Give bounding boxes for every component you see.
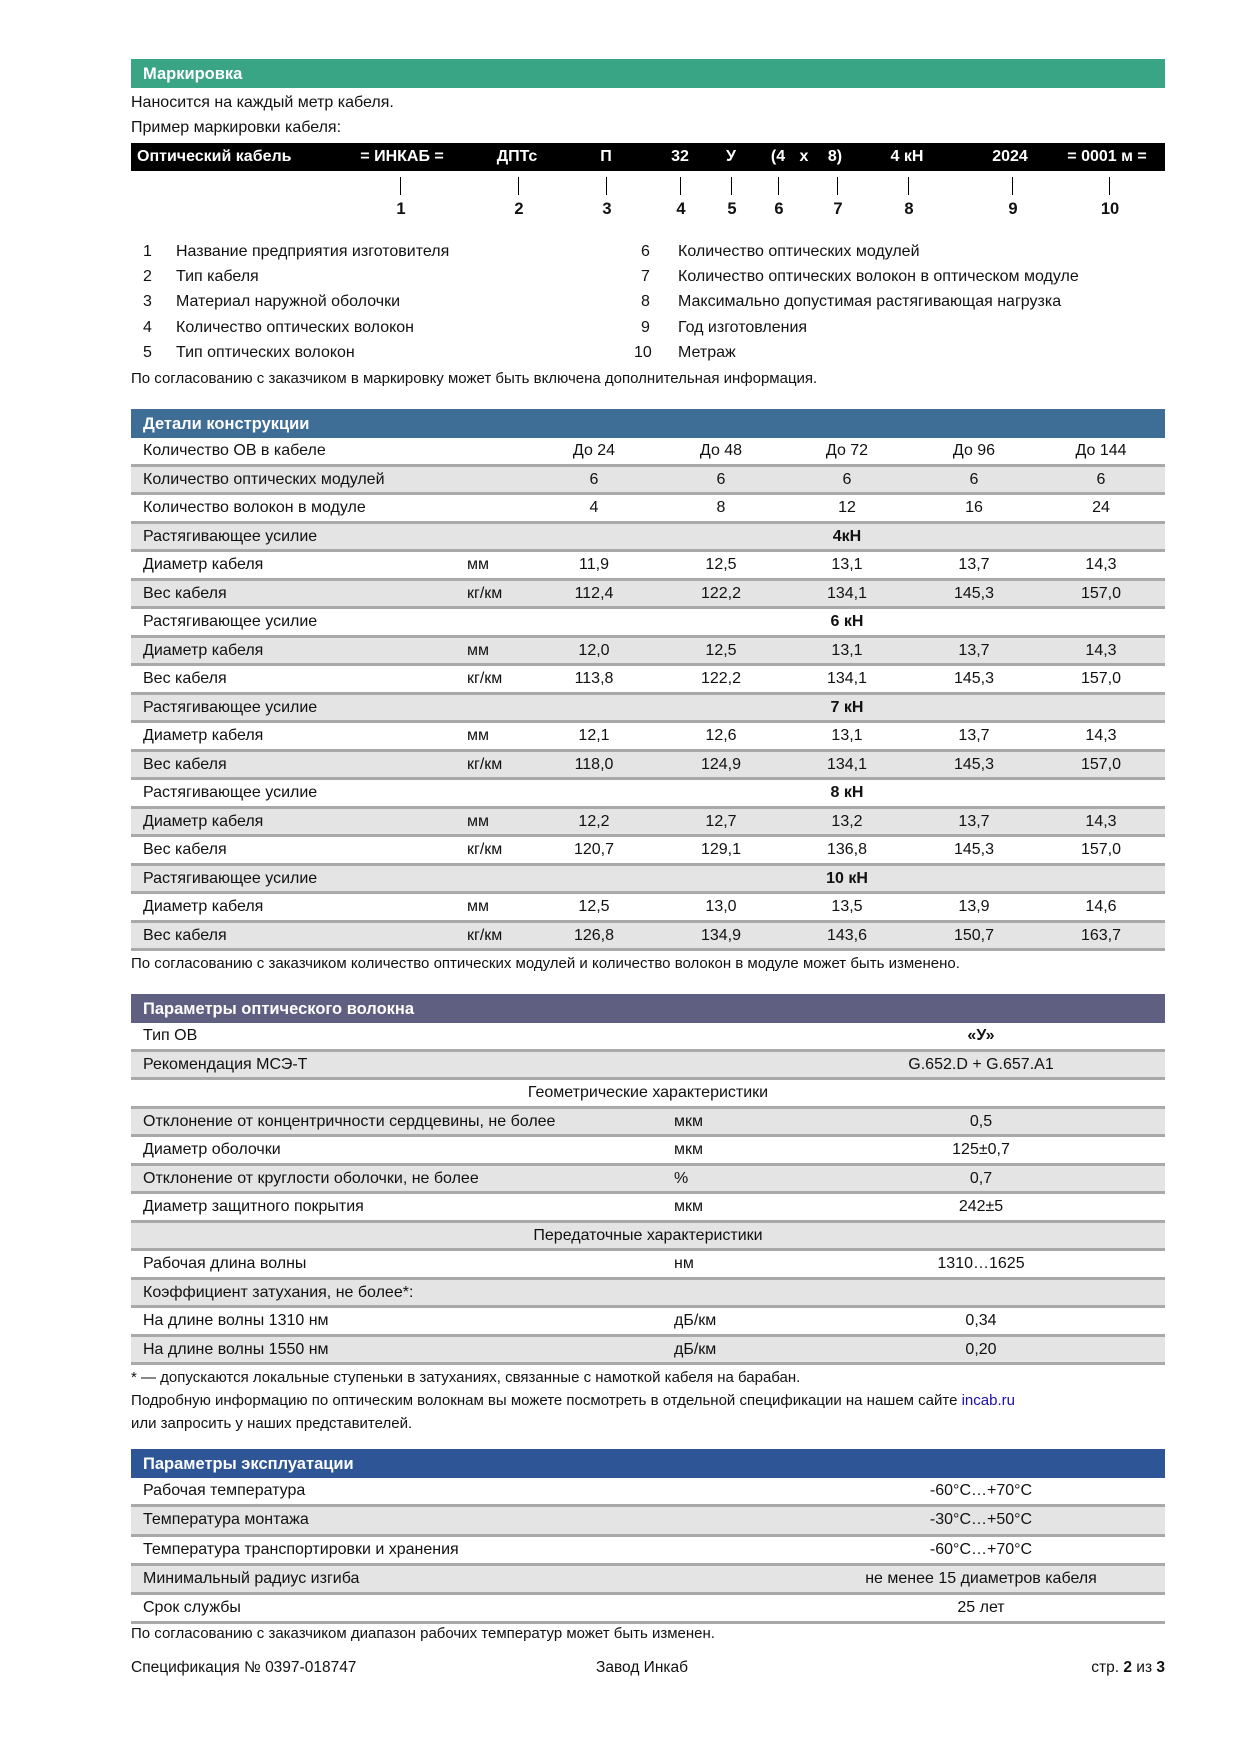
unit: % [674, 1169, 689, 1187]
row-label: Диаметр кабеля [143, 898, 264, 915]
tick-mark [1012, 177, 1013, 195]
marking-line-2: Пример маркировки кабеля: [131, 119, 342, 136]
marking-number: 7 [833, 200, 843, 218]
value-cell: 157,0 [1080, 584, 1122, 602]
value-cell: 12,5 [705, 641, 737, 659]
value-cell: 145,3 [953, 584, 995, 602]
table-row [131, 1223, 1165, 1252]
marking-number: 5 [727, 200, 737, 218]
mark-part: ДПТс [496, 148, 538, 165]
table-row [131, 809, 1165, 838]
legend-number: 10 [634, 344, 652, 361]
value-cell: 242±5 [958, 1198, 1004, 1215]
fiber-note-2-text: Подробную информацию по оптическим волокнам вы можете посмотреть в отдельной спецификации на нашем сайте [131, 1392, 958, 1409]
value-cell: 8 [716, 499, 726, 516]
value-cell: 12,2 [578, 812, 610, 830]
section-header-construction: Детали конструкции [131, 409, 1165, 438]
value-cell: 0,5 [969, 1112, 993, 1130]
value-cell: 0,7 [969, 1169, 993, 1187]
value-cell: 13,0 [705, 898, 737, 915]
section-label: Геометрические характеристики [527, 1084, 769, 1101]
row-label: Рабочая температура [143, 1482, 306, 1499]
value-cell: 125±0,7 [952, 1141, 1010, 1158]
marking-number: 2 [514, 200, 524, 218]
row-label: Количество ОВ в кабеле [143, 442, 326, 459]
value-cell: 14,3 [1085, 812, 1117, 830]
mark-part: 4 кН [890, 148, 924, 165]
marking-note: По согласованию с заказчиком в маркировку может быть включена дополнительная информация. [131, 370, 818, 387]
tick-mark [518, 177, 519, 195]
value-cell: 12,5 [705, 556, 737, 573]
table-row [131, 1595, 1165, 1624]
tick-mark [680, 177, 681, 195]
value-cell: 13,7 [958, 812, 990, 830]
table-row [131, 552, 1165, 581]
table-row [131, 752, 1165, 781]
value-cell: 6 [716, 470, 726, 488]
table-row [131, 1337, 1165, 1366]
table-row [131, 1251, 1165, 1280]
value-cell: 134,1 [826, 584, 868, 602]
table-row [131, 1023, 1165, 1052]
legend-text: Тип оптических волокон [176, 344, 355, 361]
unit: кг/км [467, 841, 503, 858]
footer-page [1091, 1659, 1165, 1677]
value-cell: 13,7 [958, 641, 990, 659]
section-header-fiber: Параметры оптического волокна [131, 994, 1165, 1023]
row-label: Количество волокон в модуле [143, 499, 366, 516]
legend-number: 2 [143, 268, 152, 285]
value-cell: 6 [589, 470, 599, 488]
unit: дБ/км [674, 1312, 717, 1329]
table-row [131, 780, 1165, 809]
unit: мм [467, 727, 489, 744]
value-cell: 136,8 [826, 841, 868, 858]
row-label: Растягивающее усилие [143, 869, 318, 887]
row-label: Вес кабеля [143, 670, 227, 687]
mark-part: = ИНКАБ = [360, 148, 444, 165]
value-cell: 12,5 [578, 898, 610, 915]
value-cell: 0,34 [965, 1312, 997, 1329]
value-cell: 122,2 [700, 670, 742, 687]
value-cell: 113,8 [574, 670, 614, 687]
tensile-value: 6 кН [830, 613, 864, 630]
unit: мм [467, 898, 489, 915]
value-cell: 13,7 [958, 727, 990, 744]
unit: мкм [674, 1141, 703, 1158]
table-row [131, 1052, 1165, 1081]
value-cell: До 24 [572, 442, 616, 459]
value-cell: До 72 [825, 442, 869, 459]
value-cell: -30°C…+50°C [929, 1511, 1033, 1529]
value-cell: До 144 [1075, 442, 1127, 459]
row-label: Диаметр кабеля [143, 556, 264, 573]
row-label: Тип ОВ [143, 1027, 198, 1044]
row-label: Коэффициент затухания, не более*: [143, 1283, 414, 1301]
value-cell: 143,6 [826, 926, 868, 944]
value-cell: 12,6 [705, 727, 737, 744]
value-cell: До 96 [952, 442, 996, 459]
row-label: Диаметр кабеля [143, 727, 264, 744]
tick-mark [778, 177, 779, 195]
value-cell: 14,3 [1085, 641, 1117, 659]
value-cell: 134,1 [826, 670, 868, 687]
legend-text: Тип кабеля [176, 268, 259, 285]
value-cell: 124,9 [700, 755, 742, 773]
table-row [131, 581, 1165, 610]
row-label: Растягивающее усилие [143, 613, 318, 630]
table-row [131, 837, 1165, 866]
value-cell: 24 [1092, 499, 1110, 516]
mark-part: 2024 [992, 148, 1028, 165]
operation-table [131, 1478, 1165, 1624]
value-cell: 12 [838, 499, 856, 516]
table-row [131, 609, 1165, 638]
legend-text: Метраж [678, 344, 736, 361]
mark-part: 8) [827, 148, 843, 165]
value-cell: 13,1 [831, 556, 863, 573]
section-label: Передаточные характеристики [533, 1226, 763, 1244]
value-cell: 13,2 [831, 812, 863, 830]
value-cell: 126,8 [573, 926, 615, 944]
marking-number: 10 [1100, 200, 1120, 218]
legend-text: Количество оптических волокон в оптическом модуле [678, 268, 1079, 285]
tensile-value: 10 кН [826, 869, 868, 887]
marking-number: 6 [774, 200, 784, 218]
value-cell: не менее 15 диаметров кабеля [865, 1569, 1097, 1587]
legend-number: 8 [641, 293, 650, 310]
unit: мкм [674, 1112, 703, 1130]
table-row [131, 638, 1165, 667]
tick-mark [400, 177, 401, 195]
value-cell: 14,3 [1085, 727, 1117, 744]
value-cell: 6 [969, 470, 979, 488]
table-row [131, 1566, 1165, 1595]
row-label: Диаметр оболочки [143, 1141, 281, 1158]
row-label: Диаметр кабеля [143, 641, 264, 659]
marking-example-bar [131, 143, 1165, 171]
table-row [131, 1080, 1165, 1109]
row-label: Температура транспортировки и хранения [143, 1540, 459, 1558]
row-label: Вес кабеля [143, 584, 227, 602]
value-cell: 12,7 [705, 812, 737, 830]
fiber-note-3: или запросить у наших представителей. [131, 1415, 413, 1432]
construction-table [131, 438, 1165, 951]
table-row [131, 1166, 1165, 1195]
value-cell: -60°C…+70°C [929, 1540, 1033, 1558]
unit: кг/км [467, 670, 503, 687]
marking-number: 4 [676, 200, 686, 218]
value-cell: 118,0 [574, 755, 614, 773]
legend-number: 7 [641, 268, 650, 285]
legend-number: 1 [143, 243, 152, 260]
footer-spec: Спецификация № 0397-018747 [131, 1659, 357, 1676]
mark-part: Оптический кабель [137, 148, 292, 165]
table-row [131, 723, 1165, 752]
unit: кг/км [467, 584, 503, 602]
value-cell: 112,4 [574, 584, 614, 602]
table-row [131, 438, 1165, 467]
table-row [131, 923, 1165, 952]
unit: мм [467, 556, 489, 573]
unit: нм [674, 1255, 694, 1272]
mark-part: У [726, 148, 736, 165]
value-cell: 157,0 [1080, 841, 1122, 858]
value-cell: 16 [965, 499, 983, 516]
value-cell: 11,9 [579, 556, 609, 573]
value-cell: 13,7 [958, 556, 990, 573]
row-label: Диаметр защитного покрытия [143, 1198, 364, 1215]
unit: мкм [674, 1198, 703, 1215]
value-cell: 4 [589, 499, 599, 516]
table-row [131, 1537, 1165, 1566]
value-cell: 145,3 [953, 755, 995, 773]
unit: дБ/км [674, 1340, 717, 1358]
mark-part: (4 [770, 148, 786, 165]
tensile-value: 7 кН [830, 698, 864, 716]
fiber-note-2 [131, 1392, 1015, 1409]
tick-mark [908, 177, 909, 195]
marking-number: 1 [396, 200, 406, 218]
legend-text: Год изготовления [678, 319, 808, 336]
value-cell: 12,0 [578, 641, 610, 659]
value-cell: 14,3 [1085, 556, 1117, 573]
mark-part: 32 [671, 148, 689, 165]
table-row [131, 1308, 1165, 1337]
table-row [131, 1478, 1165, 1507]
row-label: Диаметр кабеля [143, 812, 264, 830]
mark-part: x [799, 148, 809, 165]
row-label: Вес кабеля [143, 926, 227, 944]
row-label: Минимальный радиус изгиба [143, 1569, 360, 1587]
footer-plant: Завод Инкаб [596, 1659, 688, 1676]
mark-part: = 0001 м = [1067, 148, 1147, 165]
value-cell: 157,0 [1080, 755, 1122, 773]
section-header-marking: Маркировка [131, 59, 1165, 88]
table-row [131, 695, 1165, 724]
value-cell: 13,9 [958, 898, 990, 915]
unit: кг/км [467, 755, 503, 773]
tensile-value: 8 кН [830, 784, 864, 801]
value-cell: 163,7 [1080, 926, 1122, 944]
row-label: Рекомендация МСЭ-Т [143, 1055, 308, 1073]
page-total: 3 [1156, 1659, 1165, 1676]
row-label: Количество оптических модулей [143, 470, 385, 488]
unit: мм [467, 641, 489, 659]
row-label: Рабочая длина волны [143, 1255, 307, 1272]
row-label: Вес кабеля [143, 755, 227, 773]
marking-number: 3 [602, 200, 612, 218]
section-header-operation: Параметры эксплуатации [131, 1449, 1165, 1478]
table-row [131, 894, 1165, 923]
legend-text: Количество оптических модулей [678, 243, 920, 260]
tick-mark [837, 177, 838, 195]
value-cell: 6 [842, 470, 852, 488]
page-mid: из [1136, 1659, 1153, 1676]
unit: кг/км [467, 926, 503, 944]
page-prefix: стр. [1091, 1659, 1120, 1676]
marking-line-1: Наносится на каждый метр кабеля. [131, 94, 394, 111]
value-cell: 134,9 [700, 926, 742, 944]
row-label: Отклонение от концентричности сердцевины, не более [143, 1112, 556, 1130]
value-cell: 150,7 [953, 926, 995, 944]
legend-text: Максимально допустимая растягивающая нагрузка [678, 293, 1062, 310]
value-cell: G.652.D + G.657.A1 [908, 1055, 1054, 1073]
value-cell: 13,1 [831, 727, 863, 744]
legend-text: Материал наружной оболочки [176, 293, 401, 310]
row-label: На длине волны 1310 нм [143, 1312, 329, 1329]
table-row [131, 1194, 1165, 1223]
legend-number: 3 [143, 293, 152, 310]
table-row [131, 1507, 1165, 1536]
table-row [131, 524, 1165, 553]
table-row [131, 666, 1165, 695]
tick-mark [606, 177, 607, 195]
marking-number: 8 [904, 200, 914, 218]
unit: мм [467, 812, 489, 830]
page-number: 2 [1123, 1659, 1132, 1676]
value-cell: -60°C…+70°C [929, 1482, 1033, 1499]
value-cell: «У» [967, 1027, 995, 1044]
value-cell: 25 лет [957, 1599, 1005, 1617]
value-cell: 129,1 [700, 841, 742, 858]
value-cell: 134,1 [826, 755, 868, 773]
row-label: На длине волны 1550 нм [143, 1340, 329, 1358]
mark-part: П [600, 148, 612, 165]
legend-text: Количество оптических волокон [176, 319, 415, 336]
value-cell: 145,3 [953, 841, 995, 858]
legend-text: Название предприятия изготовителя [176, 243, 450, 260]
value-cell: 6 [1096, 470, 1106, 488]
value-cell: До 48 [699, 442, 743, 459]
marking-number: 9 [1008, 200, 1018, 218]
tick-mark [1109, 177, 1110, 195]
legend-number: 9 [641, 319, 650, 336]
row-label: Вес кабеля [143, 841, 227, 858]
tensile-value: 4кН [832, 527, 862, 545]
value-cell: 14,6 [1085, 898, 1117, 915]
row-label: Отклонение от круглости оболочки, не более [143, 1169, 479, 1187]
construction-note: По согласованию с заказчиком количество оптических модулей и количество волокон в модуле может быть изменено. [131, 955, 960, 972]
legend-number: 5 [143, 344, 152, 361]
row-label: Растягивающее усилие [143, 698, 318, 716]
value-cell: 122,2 [700, 584, 742, 602]
table-row [131, 1109, 1165, 1138]
table-row [131, 495, 1165, 524]
row-label: Растягивающее усилие [143, 527, 318, 545]
incab-link[interactable]: incab.ru [961, 1392, 1015, 1409]
table-row [131, 866, 1165, 895]
legend-number: 6 [641, 243, 650, 260]
table-row [131, 467, 1165, 496]
operation-note: По согласованию с заказчиком диапазон рабочих температур может быть изменен. [131, 1625, 715, 1642]
legend-number: 4 [143, 319, 152, 336]
value-cell: 145,3 [953, 670, 995, 687]
value-cell: 13,5 [831, 898, 863, 915]
row-label: Растягивающее усилие [143, 784, 318, 801]
value-cell: 13,1 [831, 641, 863, 659]
value-cell: 157,0 [1080, 670, 1122, 687]
row-label: Срок службы [143, 1599, 241, 1617]
value-cell: 1310…1625 [937, 1255, 1025, 1272]
value-cell: 12,1 [578, 727, 610, 744]
row-label: Температура монтажа [143, 1511, 309, 1529]
value-cell: 120,7 [573, 841, 615, 858]
tick-mark [731, 177, 732, 195]
table-row [131, 1137, 1165, 1166]
value-cell: 0,20 [965, 1340, 997, 1358]
fiber-note-1: * — допускаются локальные ступеньки в затуханиях, связанные с намоткой кабеля на барабан. [131, 1369, 801, 1386]
fiber-table [131, 1023, 1165, 1365]
table-row [131, 1280, 1165, 1309]
